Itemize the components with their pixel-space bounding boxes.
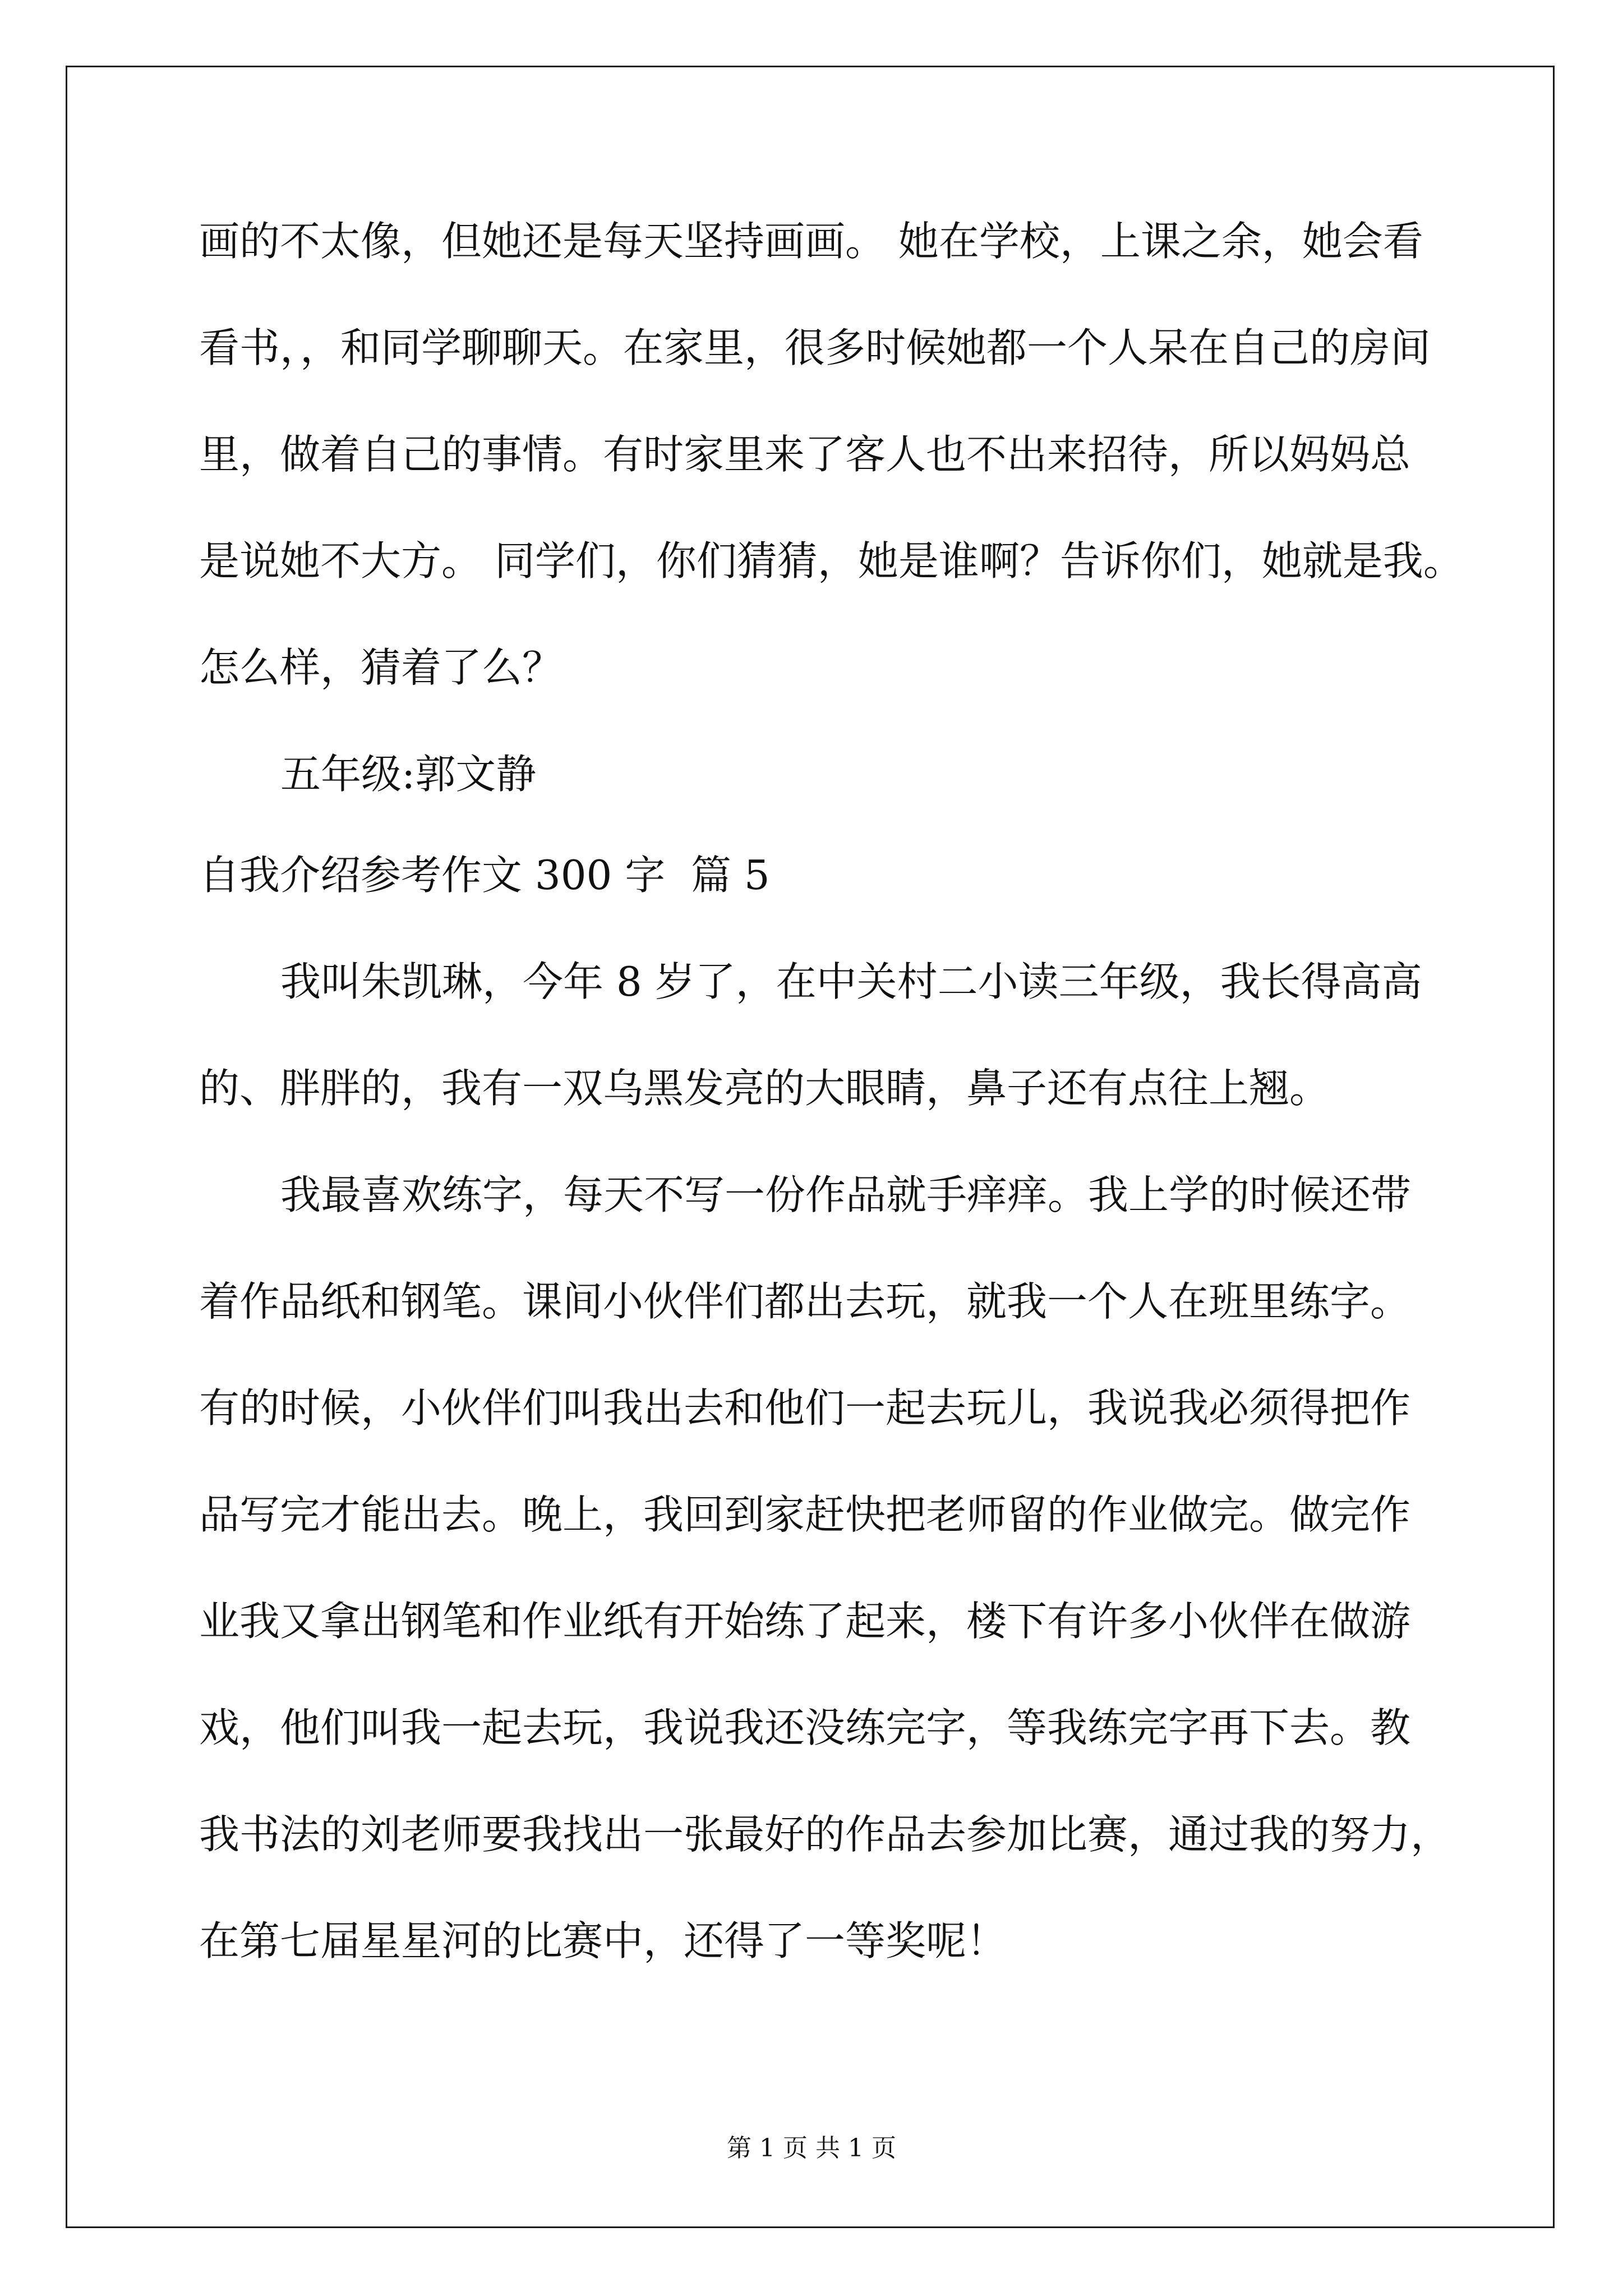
paragraph-line: 有的时候，小伙伴们叫我出去和他们一起去玩儿，我说我必须得把作: [199, 1384, 1411, 1432]
paragraph-line: 戏，他们叫我一起去玩，我说我还没练完字，等我练完字再下去。教: [199, 1704, 1411, 1751]
page-number-footer: 第 1 页 共 1 页: [727, 2134, 896, 2162]
paragraph-line: 着作品纸和钢笔。课间小伙伴们都出去玩，就我一个人在班里练字。: [199, 1278, 1411, 1325]
paragraph-line: 看书，，和同学聊聊天。在家里，很多时候她都一个人呆在自己的房间: [199, 324, 1431, 371]
paragraph-line: 在第七届星星河的比赛中，还得了一等奖呢！: [199, 1917, 1007, 1964]
paragraph-line: 的、胖胖的，我有一双乌黑发亮的大眼睛，鼻子还有点往上翘。: [199, 1065, 1330, 1112]
paragraph-line: 画的不太像，但她还是每天坚持画画。 她在学校，上课之余，她会看: [199, 218, 1423, 265]
paragraph-line: 怎么样，猜着了么？: [199, 644, 563, 691]
paragraph-line: 我书法的刘老师要我找出一张最好的作品去参加比赛，通过我的努力，: [199, 1811, 1451, 1858]
paragraph-line: 里，做着自己的事情。有时家里来了客人也不出来招待，所以妈妈总: [199, 431, 1411, 478]
page-border: [66, 66, 1555, 2228]
author-line: 五年级:郭文静: [280, 751, 537, 798]
paragraph-line: 品写完才能出去。晚上，我回到家赶快把老师留的作业做完。做完作: [199, 1491, 1411, 1538]
paragraph-line: 我最喜欢练字，每天不写一份作品就手痒痒。我上学的时候还带: [280, 1171, 1412, 1218]
paragraph-line: 我叫朱凯琳，今年 8 岁了，在中关村二小读三年级，我长得高高: [280, 958, 1422, 1005]
section-heading: 自我介绍参考作文 300 字 篇 5: [199, 852, 770, 899]
paragraph-line: 业我又拿出钢笔和作业纸有开始练了起来，楼下有许多小伙伴在做游: [199, 1598, 1411, 1645]
paragraph-line: 是说她不大方。 同学们，你们猜猜，她是谁啊？告诉你们，她就是我。: [199, 537, 1464, 585]
